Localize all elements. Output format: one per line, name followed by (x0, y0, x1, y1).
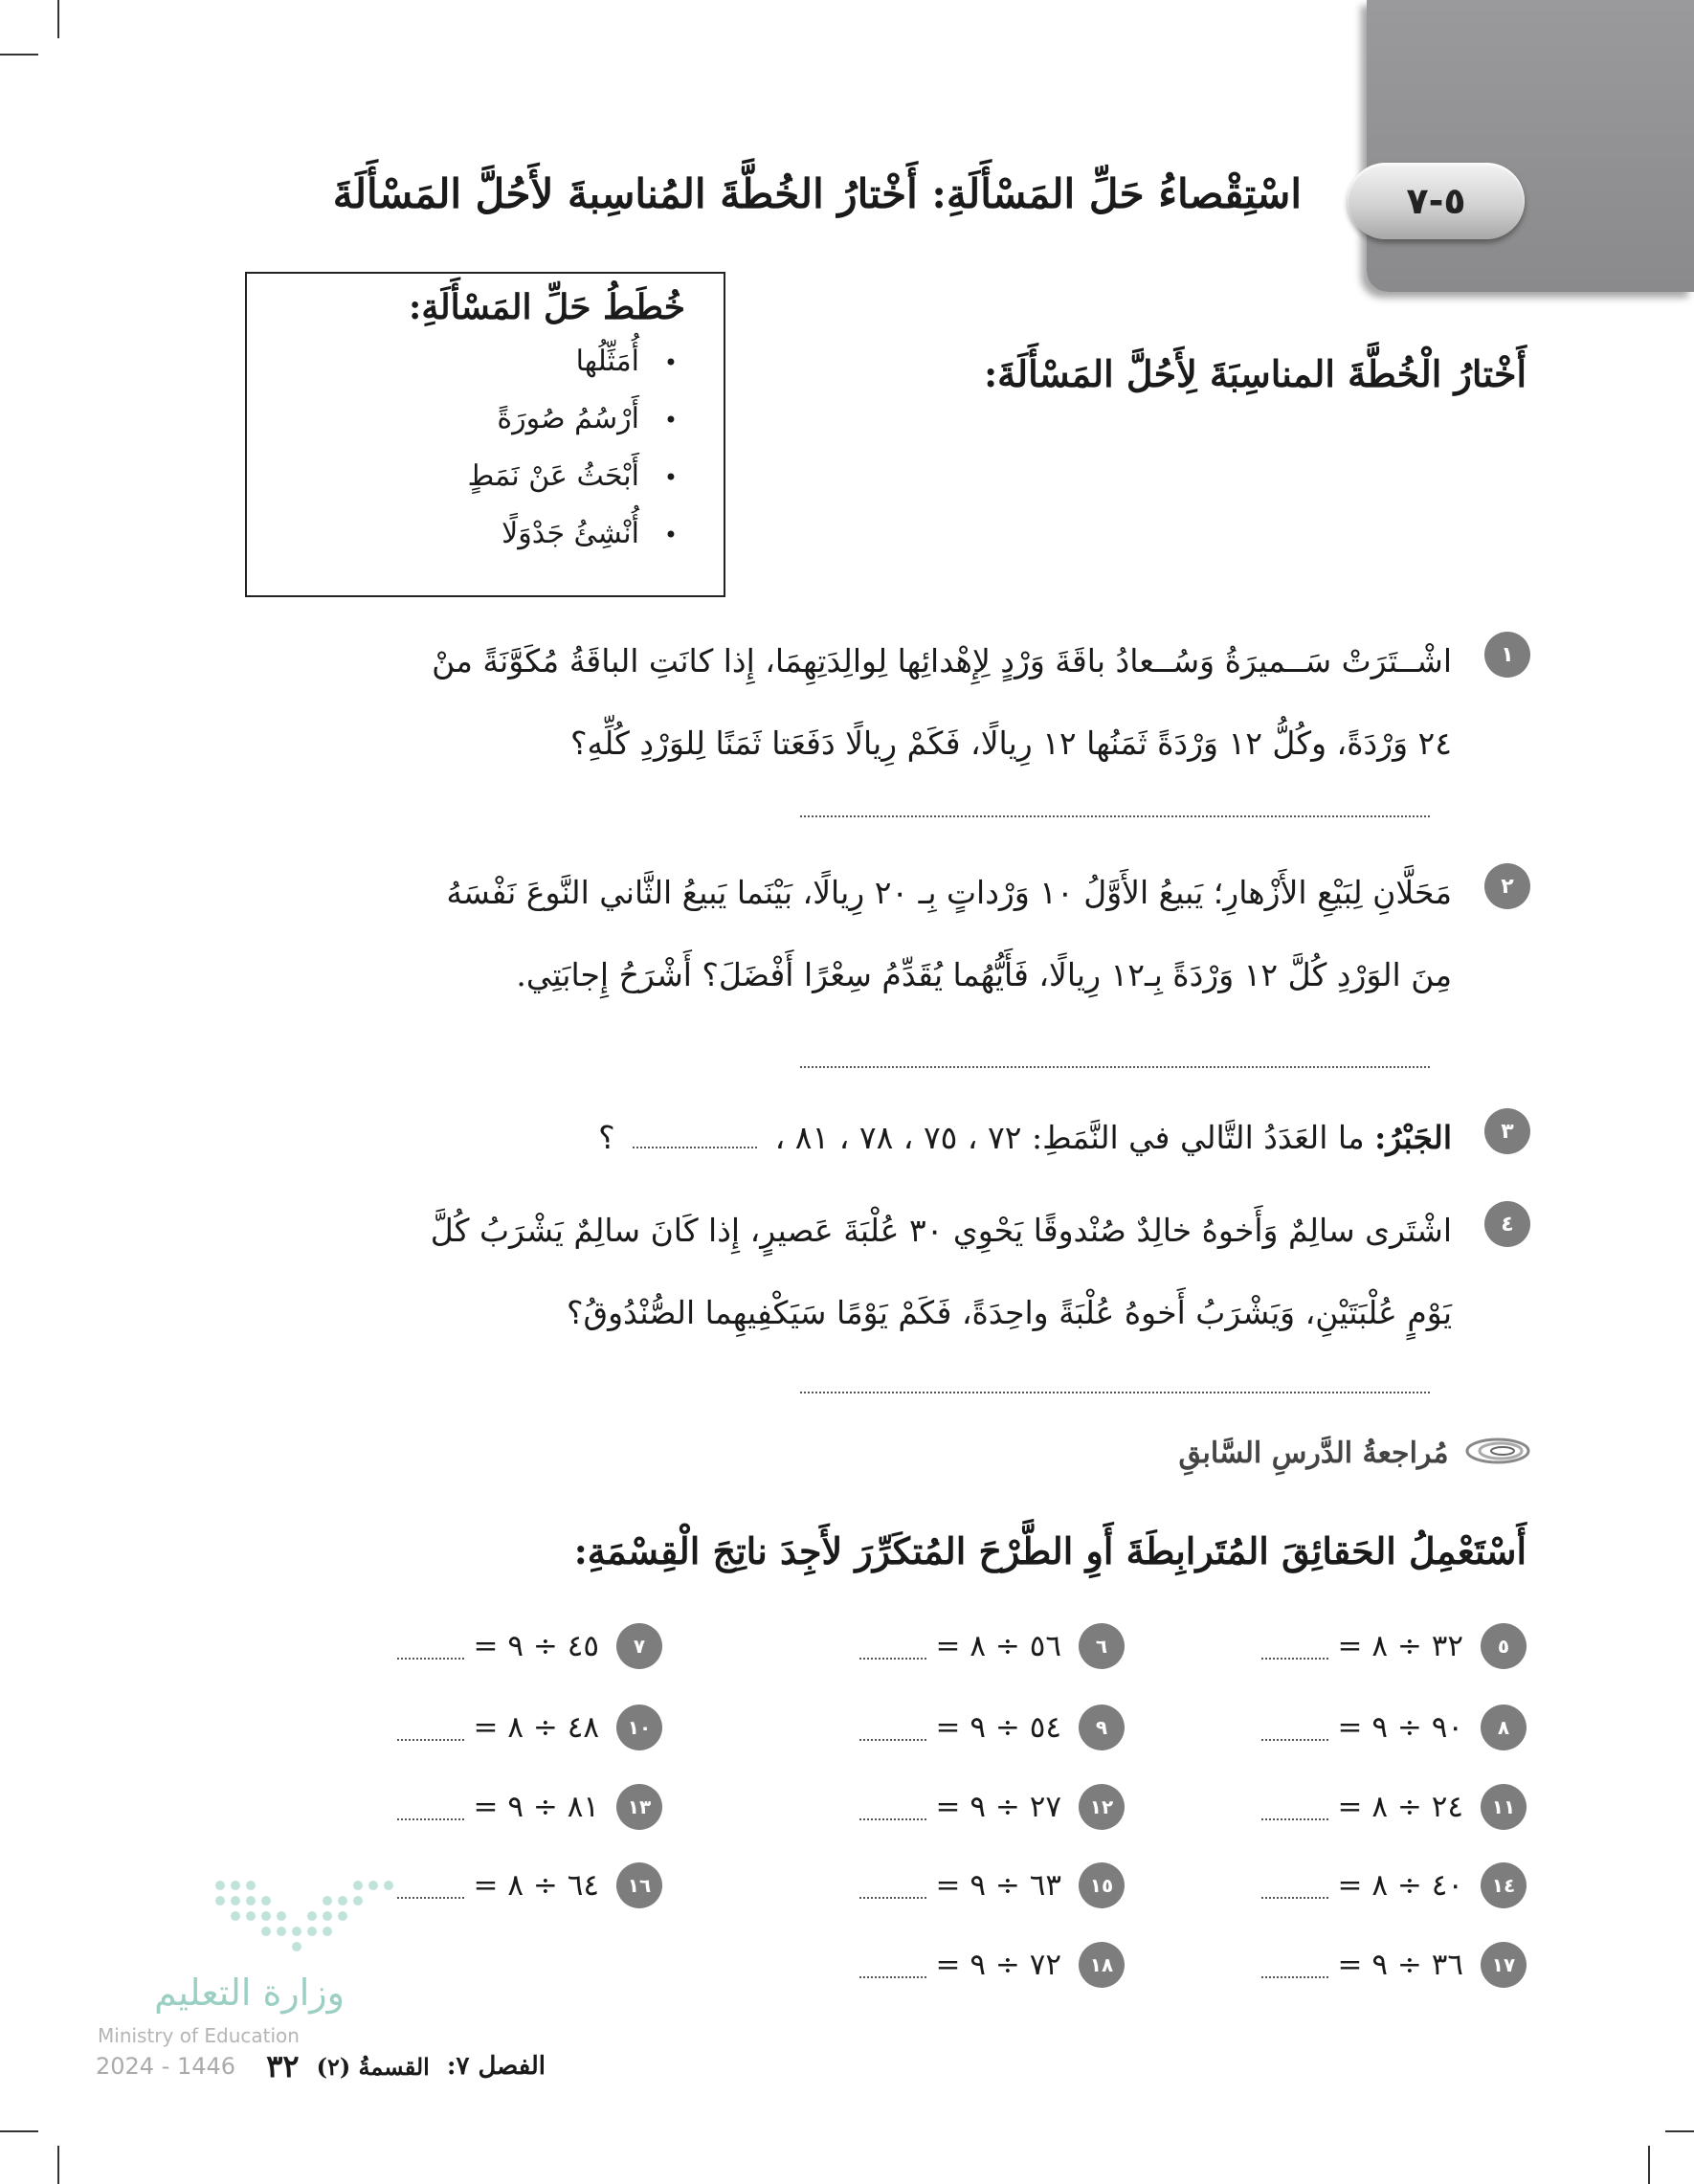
bullet-icon: • (663, 522, 678, 548)
problem-number-badge: ٢ (1484, 863, 1530, 909)
crop-mark (57, 0, 59, 38)
problem-text (239, 1097, 1452, 1179)
exercise-item (818, 1861, 1125, 1909)
division-instructions: أَسْتَعْمِلُ الحَقائِقَ المُتَرابِطَةَ أَوِ الطَّرْحَ المُتكَرِّرَ لأَجِدَ ناتِجَ الْقِسْمَةِ: (573, 1529, 1527, 1572)
exercise-expression: ٨١ ÷ ٩ = (473, 1790, 599, 1824)
exercise-number-badge: ١٨ (1079, 1942, 1125, 1988)
review-label: مُراجعةُ الدَّرسِ السَّابقِ (1178, 1437, 1449, 1470)
strategy-label: أُنْشِئُ جَدْوَلًا (502, 517, 639, 550)
exercise-expression: ٤٥ ÷ ٩ = (473, 1629, 599, 1663)
bullet-icon: • (663, 407, 678, 434)
answer-line[interactable] (800, 815, 1430, 817)
exercise-number-badge: ١٦ (616, 1862, 662, 1908)
ministry-arabic-name: وزارة التعليم (154, 1972, 345, 2014)
exercise-expression: ٤٠ ÷ ٨ = (1337, 1868, 1463, 1903)
page-footer (182, 2048, 546, 2084)
exercise-number-badge: ٥ (1481, 1623, 1527, 1669)
answer-blank[interactable] (859, 1714, 926, 1741)
exercise-item (818, 1941, 1125, 1989)
exercise-item (1220, 1704, 1527, 1751)
exercise-expression: ٥٤ ÷ ٩ = (935, 1710, 1061, 1745)
previous-lesson-review (1053, 1436, 1531, 1474)
problem-number-badge: ٣ (1484, 1108, 1530, 1154)
lesson-number: ٥-٧ (1406, 180, 1466, 222)
exercise-number-badge: ١١ (1481, 1784, 1527, 1830)
ministry-english-name: Ministry of Education (98, 2024, 300, 2047)
crop-mark (0, 54, 38, 56)
bullet-icon: • (663, 349, 678, 376)
problem-number-badge: ٤ (1484, 1201, 1530, 1247)
exercise-expression: ٣٦ ÷ ٩ = (1337, 1948, 1463, 1982)
exercise-number-badge: ١٧ (1481, 1942, 1527, 1988)
problem-text (239, 1190, 1452, 1354)
bullet-icon: • (663, 464, 678, 491)
exercise-item (356, 1704, 662, 1751)
exercise-number-badge: ١٥ (1079, 1862, 1125, 1908)
exercise-expression: ٩٠ ÷ ٩ = (1337, 1710, 1463, 1745)
exercise-number-badge: ٩ (1079, 1705, 1125, 1750)
exercise-expression: ٢٤ ÷ ٨ = (1337, 1790, 1463, 1824)
answer-blank[interactable] (1261, 1872, 1328, 1899)
exercise-item (1220, 1941, 1527, 1989)
exercise-expression: ٦٤ ÷ ٨ = (473, 1868, 599, 1903)
swirl-icon (1464, 1436, 1531, 1474)
algebra-label: الجَبْرُ: (1374, 1119, 1452, 1156)
corner-tab (1367, 0, 1694, 292)
ministry-logo-icon (211, 1876, 459, 1962)
exercise-number-badge: ١٠ (616, 1705, 662, 1750)
answer-blank[interactable] (397, 1633, 464, 1660)
answer-blank[interactable] (859, 1951, 926, 1978)
footer-chapter: الفصل ٧: (446, 2052, 546, 2081)
list-item (247, 390, 685, 448)
strategies-box (245, 272, 725, 597)
ministry-watermark (86, 1866, 373, 2067)
answer-blank[interactable] (859, 1794, 926, 1820)
answer-blank[interactable] (859, 1633, 926, 1660)
answer-blank[interactable] (397, 1714, 464, 1741)
problem-text (239, 620, 1452, 785)
footer-part: القسمةُ (٢) (316, 2052, 430, 2081)
problem-line: ما العَدَدُ التَّالي في النَّمَطِ: ٧٢ ، ٧٥ ، ٧٨ ، ٨١ ، (774, 1119, 1365, 1156)
problem-line: مَحَلَّانِ لِبَيْعِ الأَزْهارِ؛ يَبيعُ الأَوَّلُ ١٠ وَرْداتٍ بِـ ٢٠ رِيالًا، بَيْنَما يَبيعُ الثَّاني النَّوعَ نَفْسَهُ (446, 874, 1452, 911)
exercise-expression: ٧٢ ÷ ٩ = (935, 1948, 1061, 1982)
exercise-number-badge: ١٣ (616, 1784, 662, 1830)
choose-strategy-heading: أَخْتارُ الْخُطَّةَ المناسِبَةَ لِأَحُلَّ المَسْأَلَةَ: (984, 352, 1527, 395)
problem-line: يَوْمٍ عُلْبَتَيْنِ، وَيَشْرَبُ أَخوهُ عُلْبَةً واحِدَةً، فَكَمْ يَوْمًا سَيَكْفِيهِما الصُّنْدُوقُ؟ (566, 1294, 1452, 1331)
crop-mark (0, 2130, 38, 2132)
crop-mark (1648, 2146, 1650, 2184)
answer-blank[interactable] (397, 1794, 464, 1820)
exercise-item (356, 1783, 662, 1831)
answer-blank[interactable] (1261, 1633, 1328, 1660)
problem-line: مِنَ الوَرْدِ كُلَّ ١٢ وَرْدَةً بِـ١٢ رِيالًا، فَأَيُّهُما يُقَدِّمُ سِعْرًا أَفْضَلَ؟ أَشْرَحُ إِجابَتِي. (516, 956, 1452, 993)
exercise-item (1220, 1861, 1527, 1909)
exercise-expression: ٥٦ ÷ ٨ = (935, 1629, 1061, 1663)
problem-text (239, 852, 1452, 1016)
answer-blank[interactable] (633, 1124, 757, 1148)
exercise-expression: ٣٢ ÷ ٨ = (1337, 1629, 1463, 1663)
strategy-label: أُمَثِّلُها (575, 345, 639, 378)
page-number: ٣٢ (266, 2048, 300, 2084)
problem-4 (239, 1190, 1527, 1354)
answer-blank[interactable] (1261, 1714, 1328, 1741)
crop-mark (57, 2146, 59, 2184)
strategies-list (247, 333, 685, 563)
exercise-number-badge: ١٤ (1481, 1862, 1527, 1908)
answer-line[interactable] (800, 1066, 1430, 1068)
answer-blank[interactable] (1261, 1794, 1328, 1820)
strategies-heading: خُطَطُ حَلِّ المَسْأَلَةِ: (409, 287, 685, 327)
problem-2 (239, 852, 1527, 1016)
exercise-item (818, 1783, 1125, 1831)
problem-line: اشْــتَرَتْ سَــميرَةُ وَسُــعادُ باقَةَ وَرْدٍ لِإِهْدائِها لِوالِدَتِهِمَا، إِذا كانَتِ الباقَةُ مُكَوَّنَةً منْ (432, 642, 1452, 680)
exercise-expression: ٦٣ ÷ ٩ = (935, 1868, 1061, 1903)
edition-year: 2024 - 1446 (96, 2053, 236, 2080)
exercise-item (818, 1622, 1125, 1670)
answer-line[interactable] (800, 1392, 1430, 1393)
exercise-expression: ٤٨ ÷ ٨ = (473, 1710, 599, 1745)
list-item (247, 448, 685, 505)
exercise-expression: ٢٧ ÷ ٩ = (935, 1790, 1061, 1824)
exercise-number-badge: ٧ (616, 1623, 662, 1669)
exercise-item (1220, 1622, 1527, 1670)
problem-1 (239, 620, 1527, 785)
problem-number-badge: ١ (1484, 632, 1530, 678)
exercise-number-badge: ١٢ (1079, 1784, 1125, 1830)
problem-line: اشْتَرى سالِمٌ وَأَخوهُ خالِدٌ صُنْدوقًا يَحْوِي ٣٠ عُلْبَةَ عَصيرٍ، إِذا كَانَ سالِمٌ يَشْرَبُ كُلَّ (430, 1212, 1452, 1249)
page-title: اسْتِقْصاءُ حَلِّ المَسْأَلَةِ: أَخْتارُ الخُطَّةَ المُناسِبةَ لأَحُلَّ المَسْأَلَةَ (332, 170, 1302, 217)
strategy-label: أَبْحَثُ عَنْ نَمَطٍ (467, 459, 639, 493)
strategy-label: أَرْسُمُ صُورَةً (497, 402, 639, 435)
list-item (247, 333, 685, 390)
question-mark: ؟ (598, 1119, 615, 1156)
exercise-item (1220, 1783, 1527, 1831)
lesson-number-badge (1348, 163, 1525, 239)
problem-3 (239, 1097, 1527, 1179)
exercise-number-badge: ٨ (1481, 1705, 1527, 1750)
answer-blank[interactable] (859, 1872, 926, 1899)
exercise-item (818, 1704, 1125, 1751)
answer-blank[interactable] (1261, 1951, 1328, 1978)
problem-line: ٢٤ وَرْدَةً، وكُلُّ ١٢ وَرْدَةً ثَمَنُها ١٢ رِيالًا، فَكَمْ رِيالًا دَفَعَتا ثَمَنًا لِلوَرْدِ كُلِّهِ؟ (569, 724, 1452, 762)
exercise-number-badge: ٦ (1079, 1623, 1125, 1669)
crop-mark (1665, 2130, 1694, 2132)
list-item (247, 505, 685, 563)
exercise-item (356, 1622, 662, 1670)
